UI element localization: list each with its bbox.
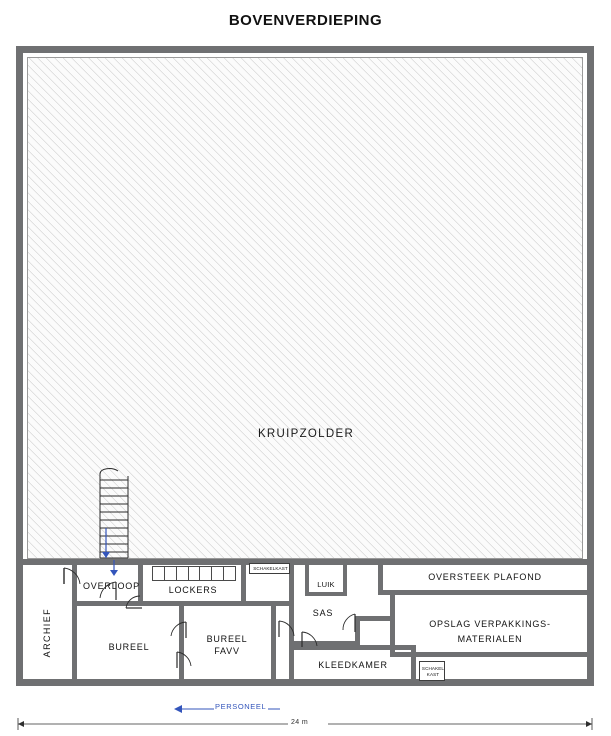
locker-cell — [224, 567, 235, 580]
wall-luik-bottom — [305, 592, 347, 596]
door-archief-icon — [62, 566, 86, 588]
wall-opslag-bottom-left — [355, 616, 395, 621]
locker-cell — [153, 567, 165, 580]
room-label-archief: ARCHIEF — [42, 608, 52, 658]
annotation-personeel: PERSONEEL — [215, 702, 267, 711]
wall-lockers-right — [241, 565, 246, 602]
schakelkast-1 — [249, 563, 290, 574]
schakelkast-1-label: SCHAKELKAST — [253, 566, 288, 571]
annotation-width-dimension: 24 m — [291, 719, 309, 726]
room-label-kruipzolder: KRUIPZOLDER — [257, 428, 355, 440]
door-overloop-bureel-icon — [96, 580, 122, 604]
door-kleedkamer-icon — [300, 630, 322, 650]
locker-cell — [189, 567, 201, 580]
lockers-unit — [152, 566, 236, 581]
door-sas-left-icon — [276, 618, 298, 640]
room-label-sas: SAS — [312, 608, 334, 618]
locker-cell — [177, 567, 189, 580]
wall-kleedkamer-left — [289, 645, 294, 686]
wall-opslag-bottom — [390, 652, 587, 657]
room-label-opslag-line1: OPSLAG VERPAKKINGS- — [429, 619, 551, 629]
door-bureel-favv-2-icon — [175, 650, 195, 670]
room-label-opslag-line2: MATERIALEN — [457, 634, 523, 644]
room-label-luik: LUIK — [317, 580, 335, 589]
staircase-icon — [92, 466, 142, 566]
door-bureel-icon — [124, 594, 146, 614]
wall-oversteek-bottom — [378, 590, 587, 595]
room-label-bureel-favv-line2: FAVV — [214, 646, 240, 656]
locker-cell — [212, 567, 224, 580]
stair-direction-arrow-icon — [106, 560, 122, 580]
page-title: BOVENVERDIEPING — [228, 12, 383, 29]
locker-cell — [165, 567, 177, 580]
room-label-bureel: BUREEL — [108, 642, 150, 652]
room-label-lockers: LOCKERS — [168, 585, 218, 595]
door-bureel-favv-icon — [168, 618, 190, 640]
schakelkast-2-label-line2: KAST — [426, 672, 440, 677]
room-label-bureel-favv-line1: BUREEL — [206, 634, 248, 644]
locker-cell — [200, 567, 212, 580]
room-label-oversteek-plafond: OVERSTEEK PLAFOND — [428, 572, 542, 582]
schakelkast-2 — [419, 661, 445, 681]
room-label-overloop: OVERLOOP — [83, 581, 140, 591]
room-label-kleedkamer: KLEEDKAMER — [318, 660, 388, 670]
schakelkast-2-label-line1: SCHAKEL — [421, 666, 445, 671]
door-sas-right-icon — [339, 612, 361, 636]
